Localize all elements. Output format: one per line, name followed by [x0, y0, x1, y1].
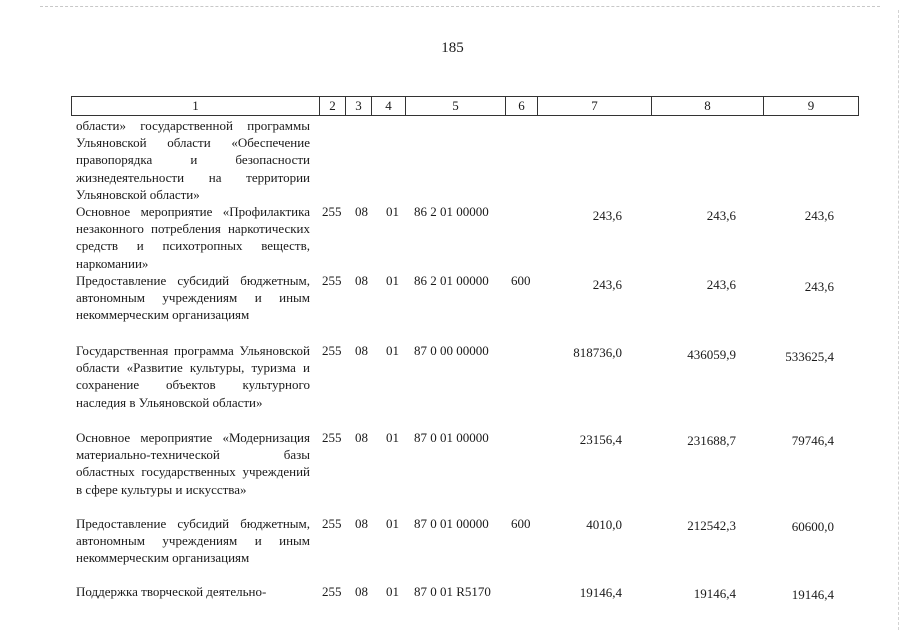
row-value-year1: 4010,0 [586, 517, 622, 532]
row-pr: 01 [386, 204, 399, 219]
row-ved: 255 [322, 343, 342, 358]
row-value-year1: 243,6 [592, 277, 622, 292]
row-csr: 87 0 01 00000 [414, 430, 489, 445]
header-col-5: 5 [406, 97, 506, 115]
header-col-9: 9 [807, 98, 815, 113]
header-col-3: 3 [346, 97, 372, 115]
row-value-year2: 231688,7 [687, 433, 736, 448]
header-col-7: 7 [538, 97, 652, 115]
row-value-year3: 243,6 [804, 208, 834, 223]
page-number: 185 [441, 40, 464, 56]
header-col-6: 6 [506, 97, 538, 115]
row-csr: 86 2 01 00000 [414, 204, 489, 219]
header-col-8: 8 [652, 97, 764, 115]
row-vr: 600 [511, 273, 531, 288]
row-rz: 08 [355, 273, 368, 288]
row-name: Предоставление субсидий бюджетным, автономным учреждениям и иным некоммерческим организациям [76, 273, 310, 323]
row-value-year2: 436059,9 [687, 347, 736, 362]
row-value-year3: 533625,4 [785, 349, 834, 364]
row-name: Основное мероприятие «Модернизация материально-технической базы областных государственных учреждений в сфере культуры и искусства» [76, 430, 310, 497]
row-name: Государственная программа Ульяновской области «Развитие культуры, туризма и сохранение объектов культурного наследия в Ульяновской области» [76, 343, 310, 410]
row-ved: 255 [322, 584, 342, 599]
row-value-year3: 79746,4 [791, 433, 834, 448]
scan-edge-right [898, 10, 899, 630]
header-col-4: 4 [372, 97, 406, 115]
row-rz: 08 [355, 430, 368, 445]
table-header-row [71, 96, 859, 116]
row-value-year2: 19146,4 [693, 586, 736, 601]
row-vr: 600 [511, 516, 531, 531]
row-value-year2: 243,6 [706, 277, 736, 292]
row-value-year3: 19146,4 [791, 587, 834, 602]
row-csr: 87 0 00 00000 [414, 343, 489, 358]
row-name: Поддержка творческой деятельно- [76, 584, 267, 599]
row-pr: 01 [386, 343, 399, 358]
row-value-year2: 243,6 [706, 208, 736, 223]
row-name: области» государственной программы Ульяновской области «Обеспечение правопорядка и безопасности жизнедеятельности на территории Ульяновской области» [76, 118, 310, 202]
row-pr: 01 [386, 584, 399, 599]
row-pr: 01 [386, 273, 399, 288]
row-rz: 08 [355, 516, 368, 531]
row-value-year3: 60600,0 [791, 519, 834, 534]
row-value-year3: 243,6 [804, 279, 834, 294]
row-value-year1: 243,6 [592, 208, 622, 223]
row-rz: 08 [355, 204, 368, 219]
row-value-year1: 818736,0 [573, 345, 622, 360]
row-csr: 87 0 01 00000 [414, 516, 489, 531]
row-ved: 255 [322, 273, 342, 288]
row-csr: 87 0 01 R5170 [414, 584, 491, 599]
row-value-year2: 212542,3 [687, 518, 736, 533]
header-col-1: 1 [72, 97, 320, 115]
scan-edge-top [40, 6, 880, 7]
row-rz: 08 [355, 584, 368, 599]
row-value-year1: 19146,4 [579, 585, 622, 600]
row-pr: 01 [386, 516, 399, 531]
row-value-year1: 23156,4 [579, 432, 622, 447]
row-rz: 08 [355, 343, 368, 358]
row-ved: 255 [322, 430, 342, 445]
row-ved: 255 [322, 204, 342, 219]
header-col-2: 2 [320, 97, 346, 115]
row-csr: 86 2 01 00000 [414, 273, 489, 288]
row-name: Предоставление субсидий бюджетным, автономным учреждениям и иным некоммерческим организациям [76, 516, 310, 566]
row-pr: 01 [386, 430, 399, 445]
row-name: Основное мероприятие «Профилактика незаконного потребления наркотических средств и психотропных веществ, наркомании» [76, 204, 310, 271]
row-ved: 255 [322, 516, 342, 531]
